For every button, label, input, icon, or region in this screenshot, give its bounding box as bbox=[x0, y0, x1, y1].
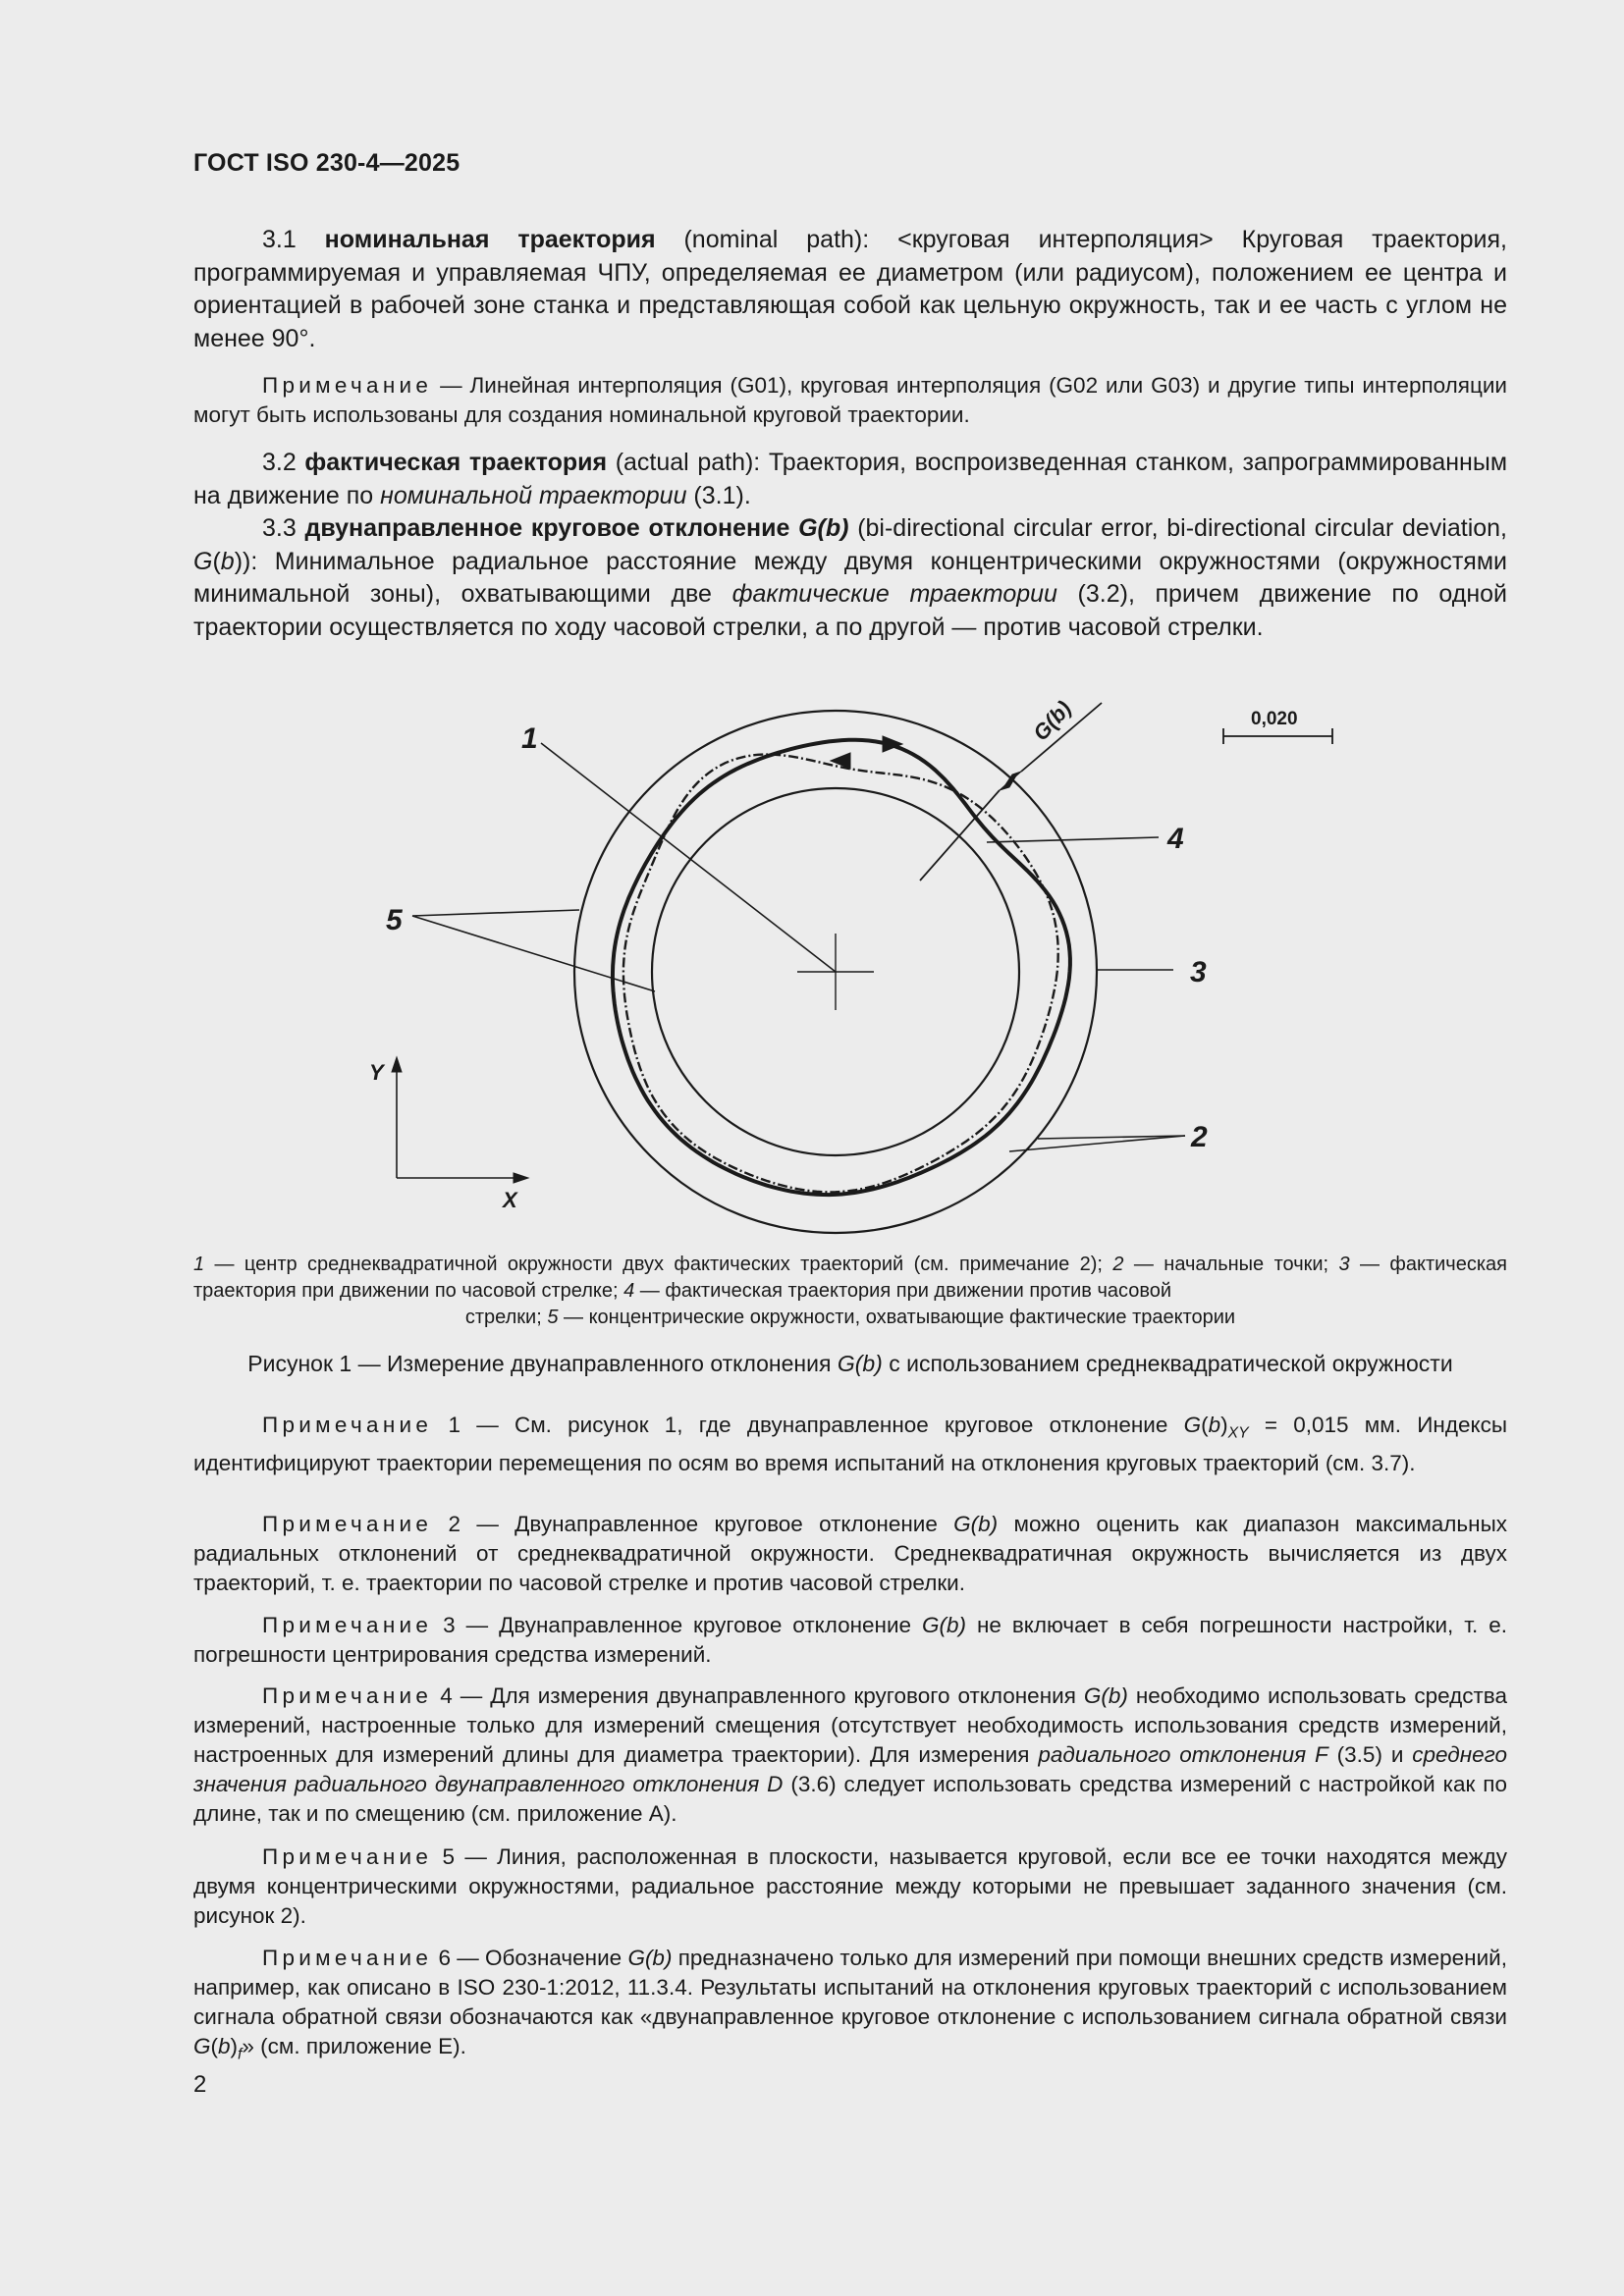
def-term-symbol: G(b) bbox=[798, 514, 849, 542]
label-y: Y bbox=[369, 1060, 384, 1085]
label-gb: G(b) bbox=[1028, 696, 1076, 746]
def-term: двунаправленное круговое отклонение bbox=[304, 514, 799, 542]
label-x: X bbox=[503, 1188, 517, 1212]
note-label: Примечание bbox=[262, 1683, 433, 1708]
symbol-gb: G(b) bbox=[627, 1946, 673, 1970]
legend-text-4b: стрелки; bbox=[464, 1307, 548, 1328]
legend-key-3: 3 bbox=[1338, 1254, 1350, 1275]
label-5: 5 bbox=[386, 904, 403, 936]
symbol-b: b bbox=[218, 2034, 231, 2058]
def-term: номинальная траектория bbox=[324, 226, 656, 253]
label-3: 3 bbox=[1190, 956, 1207, 988]
note-text-2: можно оценить как диапазон максимальных радиальных отклонений от среднеквадратичной окружности. Среднеквадратичная окружность вычисляется из двух траекторий, т. е. траектории по часовой стрелке и против часовой стрелки. bbox=[193, 1512, 1507, 1595]
def-text-3: (3.2), причем движение по одной траектории осуществляется по ходу часовой стрелки, а по другой — против часовой стрелки. bbox=[193, 580, 1508, 641]
symbol-b: b bbox=[1208, 1413, 1221, 1437]
note-text: 5 — Линия, расположенная в плоскости, называется круговой, если все ее точки находятся между двумя концентрическими окружностями, радиальное расстояние между которыми не превышает заданного значения (см. рисунок 2). bbox=[193, 1844, 1507, 1928]
note-3 bbox=[193, 1611, 1507, 1670]
term-radial-deviation: радиального отклонения F bbox=[1038, 1742, 1328, 1767]
note-text-2: предназначено только для измерений при помощи внешних средств измерений, например, как описано в ISO 230-1:2012, 11.3.4. Результаты испытаний на отклонения круговых траекторий с использованием сигнала обратной связи обозначаются как «двунаправленное круговое отклонение с использованием сигнала обратной связи bbox=[193, 1946, 1507, 2029]
note-text: 2 — Двунаправленное круговое отклонение bbox=[432, 1512, 954, 1536]
symbol-gb: G(b) bbox=[1083, 1683, 1128, 1708]
note-1 bbox=[193, 1411, 1507, 1478]
symbol-gb: G(b) bbox=[922, 1613, 967, 1637]
note-label: Примечание bbox=[262, 373, 433, 398]
note-text: 3 — Двунаправленное круговое отклонение bbox=[432, 1613, 923, 1637]
document-header: ГОСТ ISO 230-4—2025 bbox=[193, 149, 460, 177]
caption-symbol: G(b) bbox=[837, 1351, 883, 1376]
note-label: Примечание bbox=[262, 1512, 433, 1536]
note-text: 4 — Для измерения двунаправленного кругового отклонения bbox=[432, 1683, 1084, 1708]
note-label: Примечание bbox=[262, 1413, 433, 1437]
paren-open: ( bbox=[1201, 1413, 1209, 1437]
legend-key-1: 1 bbox=[193, 1254, 205, 1275]
leader-4 bbox=[987, 837, 1159, 842]
page-number: 2 bbox=[193, 2071, 207, 2098]
label-4: 4 bbox=[1167, 823, 1184, 855]
note-text: 1 — См. рисунок 1, где двунаправленное круговое отклонение bbox=[432, 1413, 1184, 1437]
legend-key-2: 2 bbox=[1112, 1254, 1124, 1275]
legend-text-4: — фактическая траектория при движении против часовой bbox=[634, 1280, 1172, 1302]
def-number: 3.2 bbox=[262, 449, 297, 476]
paren-close: ) bbox=[230, 2034, 239, 2058]
legend-text-3: — фактическая траектория при движении по часовой стрелке; bbox=[193, 1254, 1507, 1302]
note-text: — Линейная интерполяция (G01), круговая интерполяция (G02 или G03) и другие типы интерполяции могут быть использованы для создания номинальной круговой траектории. bbox=[193, 373, 1507, 427]
note-text-3: » (см. приложение Е). bbox=[242, 2034, 466, 2058]
note-5 bbox=[193, 1842, 1507, 1931]
figure-caption bbox=[193, 1351, 1507, 1377]
legend-text-5: — концентрические окружности, охватывающие фактические траектории bbox=[558, 1307, 1236, 1328]
def-text: (bi-directional circular error, bi-directional circular deviation, bbox=[848, 514, 1508, 542]
definition-3-3: 3.3 двунаправленное круговое отклонение G(b) (bi-directional circular error, bi-directional circular deviation, G(b)): Минимальное радиальное расстояние между двумя концентрическими окружностями (окружностями минимальной зоны), охватывающими две фактические траектории (3.2), причем движение по одной траектории осуществляется по ходу часовой стрелки, а по другой — против часовой стрелки. bbox=[193, 514, 1508, 641]
def-text-2: )): Минимальное радиальное расстояние между двумя концентрическими окружностями (окружностями минимальной зоны), охватывающими две bbox=[193, 547, 1507, 608]
symbol-b: b bbox=[220, 547, 235, 575]
symbol-gb: G(b) bbox=[953, 1512, 999, 1536]
def-number: 3.3 bbox=[262, 514, 297, 542]
symbol-g: G bbox=[193, 547, 213, 575]
note-text-2: необходимо использовать средства измерений, настроенные только для измерений смещения (отсутствует необходимость использования средств измерений, настроенных для измерений длины для диаметра траектории). Для измерения bbox=[193, 1683, 1507, 1767]
note-text-2: = 0,015 мм. Индексы идентифицируют траектории перемещения по осям во время испытаний на отклонения круговых траекторий (см. 3.7). bbox=[193, 1413, 1507, 1475]
note-label: Примечание bbox=[262, 1613, 433, 1637]
symbol-g: G bbox=[193, 2034, 211, 2058]
label-1: 1 bbox=[521, 722, 538, 755]
path-clockwise bbox=[623, 755, 1058, 1193]
caption-text-a: Рисунок 1 — Измерение двунаправленного отклонения bbox=[247, 1351, 838, 1376]
ccw-arrow bbox=[831, 753, 850, 769]
legend-key-5: 5 bbox=[547, 1307, 559, 1328]
def-text: (nominal path): <круговая интерполяция> Круговая траектория, программируемая и управляемая ЧПУ, определяемая ее диаметром (или радиусом), положением ее центра и ориентацией в рабочей зоне станка и представляющая собой как цельную окружность, так и ее часть с углом не менее 90°. bbox=[193, 226, 1507, 352]
note-label: Примечание bbox=[262, 1946, 433, 1970]
def-term: фактическая траектория bbox=[304, 449, 608, 476]
caption-text-b: с использованием среднеквадратической окружности bbox=[882, 1351, 1453, 1376]
def-ref: номинальной траектории bbox=[380, 481, 687, 509]
note-2 bbox=[193, 1510, 1507, 1598]
legend-text-2: — начальные точки; bbox=[1123, 1254, 1339, 1275]
term-mean-deviation: среднего значения радиального двунаправленного отклонения D bbox=[193, 1742, 1507, 1796]
note-label: Примечание bbox=[262, 1844, 433, 1869]
gb-dim-inner bbox=[920, 790, 1000, 881]
gb-arrow-head-in bbox=[1000, 775, 1016, 790]
paren-close: ) bbox=[1220, 1413, 1228, 1437]
symbol-g: G bbox=[1183, 1413, 1202, 1437]
leader-5a bbox=[412, 910, 579, 916]
def-text: (actual path): Траектория, воспроизведенная станком, запрограммированным на движение по bbox=[193, 449, 1508, 509]
note-text-4: (3.6) следует использовать средства измерений с настройкой как по длине, так и по смещению (см. приложение А). bbox=[193, 1772, 1507, 1826]
def-number: 3.1 bbox=[262, 226, 297, 253]
def-ref: фактические траектории bbox=[731, 580, 1057, 608]
legend-key-4: 4 bbox=[623, 1280, 635, 1302]
leader-1 bbox=[541, 743, 836, 972]
note-4 bbox=[193, 1682, 1507, 1829]
path-counterclockwise bbox=[613, 740, 1070, 1195]
figure-legend bbox=[193, 1252, 1507, 1331]
subscript-xy: XY bbox=[1227, 1424, 1249, 1442]
note-text-3: (3.5) и bbox=[1327, 1742, 1413, 1767]
legend-text-1: — центр среднеквадратичной окружности двух фактических траекторий (см. примечание 2); bbox=[204, 1254, 1113, 1275]
subscript-f: f bbox=[238, 2046, 243, 2063]
note-text-2: не включает в себя погрешности настройки, т. е. погрешности центрирования средства измерений. bbox=[193, 1613, 1507, 1667]
def-text-end: (3.1). bbox=[686, 481, 751, 509]
scale-label: 0,020 bbox=[1251, 709, 1298, 729]
note-6 bbox=[193, 1944, 1507, 2070]
paren-open: ( bbox=[210, 2034, 219, 2058]
note-text: 6 — Обозначение bbox=[432, 1946, 628, 1970]
label-2: 2 bbox=[1191, 1121, 1208, 1153]
